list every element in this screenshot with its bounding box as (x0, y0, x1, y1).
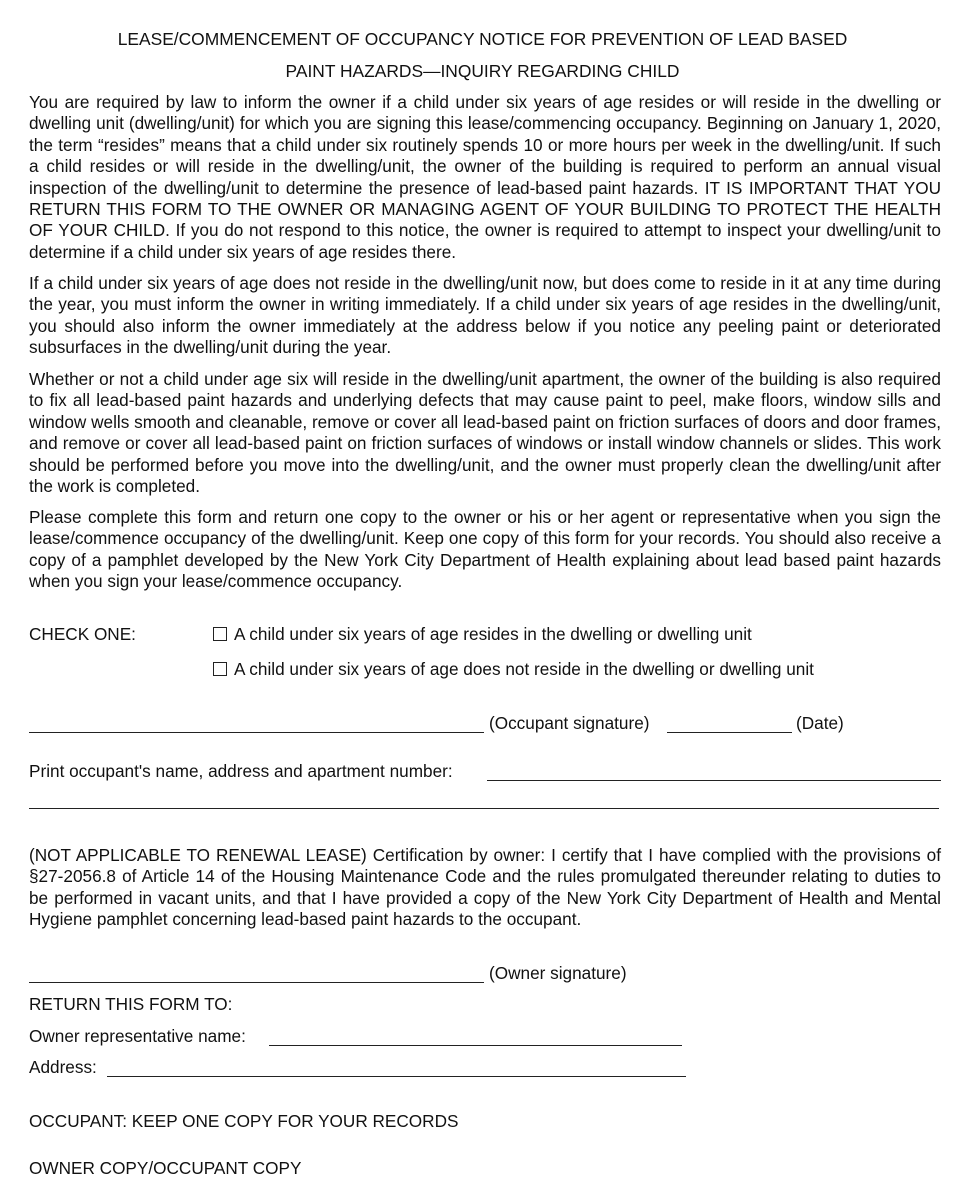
owner-signature-line[interactable] (29, 982, 484, 983)
check-one-label: CHECK ONE: (29, 624, 136, 644)
checkbox-child-resides[interactable] (213, 627, 227, 641)
print-name-line[interactable] (487, 780, 941, 781)
keep-copy-notice: OCCUPANT: KEEP ONE COPY FOR YOUR RECORDS (29, 1111, 459, 1131)
copy-type-label: OWNER COPY/OCCUPANT COPY (29, 1158, 302, 1178)
form-title-line-1: LEASE/COMMENCEMENT OF OCCUPANCY NOTICE FOR PREVENTION OF LEAD BASED (117, 29, 848, 49)
owner-rep-name-label: Owner representative name: (29, 1026, 246, 1046)
form-title-line-2: PAINT HAZARDS—INQUIRY REGARDING CHILD (285, 61, 680, 81)
owner-address-label: Address: (29, 1057, 97, 1077)
occupant-signature-label: (Occupant signature) (489, 713, 650, 733)
owner-address-line[interactable] (107, 1076, 686, 1077)
paragraph-notice-requirement: You are required by law to inform the owner if a child under six years of age resides or will reside in the dwelling or dwelling unit (dwelling/unit) for which you are signing this lease/commencing occupancy. Beginning on January 1, 2020, the term “resides” means that a child under six routinely spends 10 or more hours per week in the dwelling/unit. If such a child resides or will reside in the dwelling/unit, the owner of the building is required to perform an annual visual inspection of the dwelling/unit to determine the presence of lead-based paint hazards. IT IS IMPORTANT THAT YOU RETURN THIS FORM TO THE OWNER OR MANAGING AGENT OF YOUR BUILDING TO PROTECT THE HEALTH OF YOUR CHILD. If you do not respond to this notice, the owner is required to attempt to inspect your dwelling/unit to determine if a child under six years of age resides there. (29, 92, 941, 262)
option-child-resides-label: A child under six years of age resides in the dwelling or dwelling unit (234, 624, 752, 644)
date-line[interactable] (667, 732, 792, 733)
owner-signature-label: (Owner signature) (489, 963, 627, 983)
option-child-not-reside[interactable] (213, 659, 814, 679)
date-label: (Date) (796, 713, 844, 733)
paragraph-inform-owner: If a child under six years of age does not reside in the dwelling/unit now, but does come to reside in it at any time during the year, you must inform the owner in writing immediately. If a child under six years of age resides in the dwelling/unit, you should also inform the owner immediately at the address below if you notice any peeling paint or deteriorated subsurfaces in the dwelling/unit during the year. (29, 273, 941, 358)
address-continuation-line[interactable] (29, 808, 939, 809)
return-form-heading: RETURN THIS FORM TO: (29, 994, 233, 1014)
owner-rep-name-line[interactable] (269, 1045, 682, 1046)
occupant-signature-line[interactable] (29, 732, 484, 733)
option-child-not-reside-label: A child under six years of age does not reside in the dwelling or dwelling unit (234, 659, 814, 679)
option-child-resides[interactable] (213, 624, 752, 644)
paragraph-owner-obligations: Whether or not a child under age six will reside in the dwelling/unit apartment, the owner of the building is also required to fix all lead-based paint hazards and underlying defects that may cause paint to peel, make floors, window sills and window wells smooth and cleanable, remove or cover all lead-based paint on friction surfaces of doors and door frames, and remove or cover all lead-based paint on friction surfaces of windows or install window channels or slides. This work should be performed before you move into the dwelling/unit, and the owner must properly clean the dwelling/unit after the work is completed. (29, 369, 941, 497)
owner-certification-text: (NOT APPLICABLE TO RENEWAL LEASE) Certification by owner: I certify that I have complied with the provisions of §27-2056.8 of Article 14 of the Housing Maintenance Code and the rules promulgated thereunder relating to duties to be performed in vacant units, and that I have provided a copy of the New York City Department of Health and Mental Hygiene pamphlet concerning lead-based paint hazards to the occupant. (29, 845, 941, 930)
checkbox-child-not-reside[interactable] (213, 662, 227, 676)
print-name-label: Print occupant's name, address and apartment number: (29, 761, 453, 781)
paragraph-return-instructions: Please complete this form and return one copy to the owner or his or her agent or representative when you sign the lease/commence occupancy of the dwelling/unit. Keep one copy of this form for your records. You should also receive a copy of a pamphlet developed by the New York City Department of Health explaining about lead based paint hazards when you sign your lease/commence occupancy. (29, 507, 941, 592)
